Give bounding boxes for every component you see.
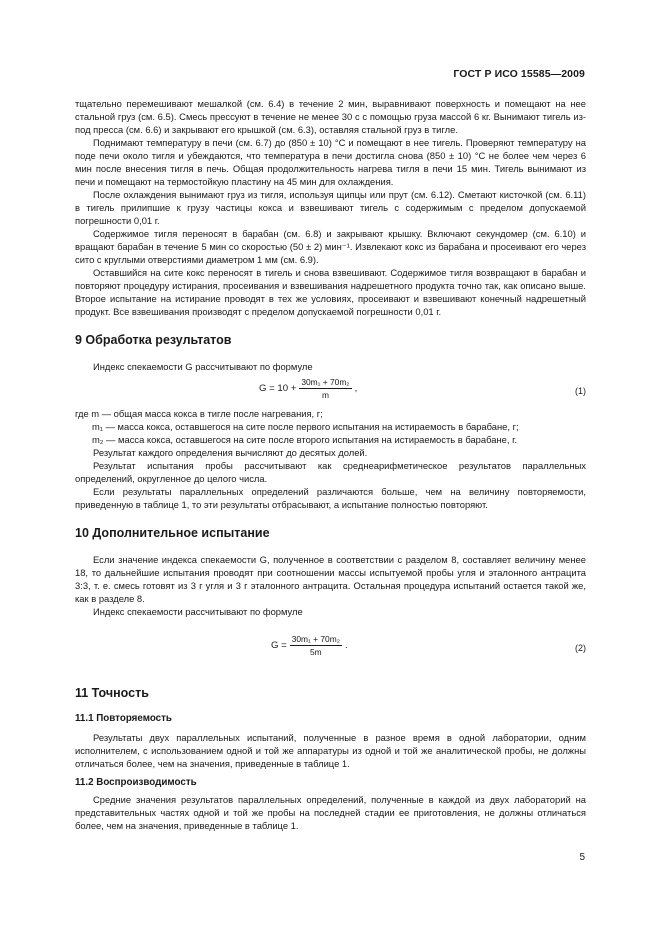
paragraph: Оставшийся на сите кокс переносят в тигель и снова взвешивают. Содержимое тигля возвращают в барабан и повторяют процедуру истирания, просеивания и взвешивания надрешетного продукта точно так, как описано выше. Второе испытание на истирание проводят в тех же условиях, просеивают и взвешивают конечный надрешетный продукт. Все взвешивания производят с пределом допускаемой погрешности 0,01 г. bbox=[75, 267, 586, 317]
paragraph: Средние значения результатов параллельных определений, полученные в каждой из двух лабораторий на представительных частях одной и той же пробы на последней стадии ее приготовления, не должны отличаться более, чем на значения, приведенные в таблице 1. bbox=[75, 794, 586, 831]
formula-fraction bbox=[299, 377, 351, 400]
section-9-heading: 9 Обработка результатов bbox=[75, 333, 232, 347]
formula-denominator: m bbox=[321, 390, 329, 400]
formula-lhs: G = bbox=[271, 640, 287, 651]
definition-item: m₁ — масса кокса, оставшегося на сите после первого испытания на истираемость в барабане, г; bbox=[92, 421, 519, 432]
paragraph: Если результаты параллельных определений различаются больше, чем на величину повторяемости, приведенную в таблице 1, то эти результаты отбрасывают, а испытание полностью повторяют. bbox=[75, 486, 586, 510]
paragraph: Результат испытания пробы рассчитывают как среднеарифметическое результатов параллельных определений, округленное до целого числа. bbox=[75, 460, 586, 484]
formula-number: (2) bbox=[575, 643, 586, 653]
formula-number: (1) bbox=[575, 386, 586, 396]
page-number: 5 bbox=[579, 852, 585, 863]
paragraph: Поднимают температуру в печи (см. 6.7) до (850 ± 10) °С и помещают в нее тигель. Проверяют температуру на поде печи около тигля и убеждаются, что температура в печи достигла снова (850 ± 10) °С не более чем через 6 мин после внесения тигля в печь. Общая продолжительность нагрева тигля в печи 15 мин. Тигель вынимают из печи и помещают на термостойкую пластину на 45 мин для охлаждения. bbox=[75, 137, 586, 187]
formula-lhs: G = 10 + bbox=[259, 383, 297, 394]
formula-tail: , bbox=[354, 383, 358, 394]
formula-intro: Индекс спекаемости G рассчитывают по формуле bbox=[93, 361, 313, 372]
page-content bbox=[75, 97, 586, 832]
formula-denominator: 5m bbox=[310, 647, 322, 657]
subsection-11-1-heading: 11.1 Повторяемость bbox=[75, 713, 172, 724]
definition-item: где m — общая масса кокса в тигле после нагревания, г; bbox=[75, 408, 323, 419]
formula-numerator: 30m₁ + 70m₂ bbox=[291, 634, 340, 644]
section-10-heading: 10 Дополнительное испытание bbox=[75, 526, 270, 540]
formula-fraction bbox=[290, 634, 342, 657]
formula-intro: Индекс спекаемости рассчитывают по формуле bbox=[93, 606, 303, 617]
formula-2 bbox=[75, 634, 586, 664]
formula-numerator: 30m₁ + 70m₂ bbox=[301, 377, 350, 387]
paragraph: тщательно перемешивают мешалкой (см. 6.4) в течение 2 мин, выравнивают поверхность и помещают на нее стальной груз (см. 6.5). Смесь прессуют в течение не менее 30 с с помощью груза массой 6 кг. Вынимают тигель из-под пресса (см. 6.6) и закрывают его крышкой (см. 6.3), оставляя стальной груз в тигле. bbox=[75, 98, 586, 135]
section-11-heading: 11 Точность bbox=[75, 686, 149, 700]
paragraph: Результат каждого определения вычисляют до десятых долей. bbox=[93, 447, 368, 458]
paragraph: После охлаждения вынимают груз из тигля, используя щипцы или прут (см. 6.12). Сметают кисточкой (см. 6.11) в тигель прилипшие к грузу частицы кокса и взвешивают тигель с содержимым с пределом допускаемой погрешности 0,01 г. bbox=[75, 189, 586, 226]
paragraph: Содержимое тигля переносят в барабан (см. 6.8) и закрывают крышку. Включают секундомер (см. 6.10) и вращают барабан в течение 5 мин со скоростью (50 ± 2) мин⁻¹. Извлекают кокс из барабана и просеивают его через сито с круглыми отверстиями диаметром 1 мм (см. 6.9). bbox=[75, 228, 586, 265]
subsection-11-2-heading: 11.2 Воспроизводимость bbox=[75, 777, 197, 788]
definition-item: m₂ — масса кокса, оставшегося на сите после второго испытания на истираемость в барабане, г. bbox=[92, 434, 517, 445]
paragraph: Если значение индекса спекаемости G, полученное в соответствии с разделом 8, составляет величину менее 18, то дальнейшие испытания проводят при соотношении массы испытуемой пробы угля и эталонного антрацита 3:3, т. е. смесь готовят из 3 г угля и 3 г эталонного антрацита. Остальная процедура испытаний остается такой же, как в разделе 8. bbox=[75, 554, 586, 604]
formula-tail: . bbox=[344, 640, 348, 651]
standard-header: ГОСТ Р ИСО 15585—2009 bbox=[453, 68, 585, 80]
paragraph: Результаты двух параллельных испытаний, полученные в разное время в одной лаборатории, одним исполнителем, с использованием одной и той же аппаратуры из одной и той же аналитической пробы, не должны отличаться более, чем на значения, приведенные в таблице 1. bbox=[75, 732, 586, 769]
variable-definitions bbox=[75, 407, 586, 446]
formula-1 bbox=[75, 377, 586, 407]
